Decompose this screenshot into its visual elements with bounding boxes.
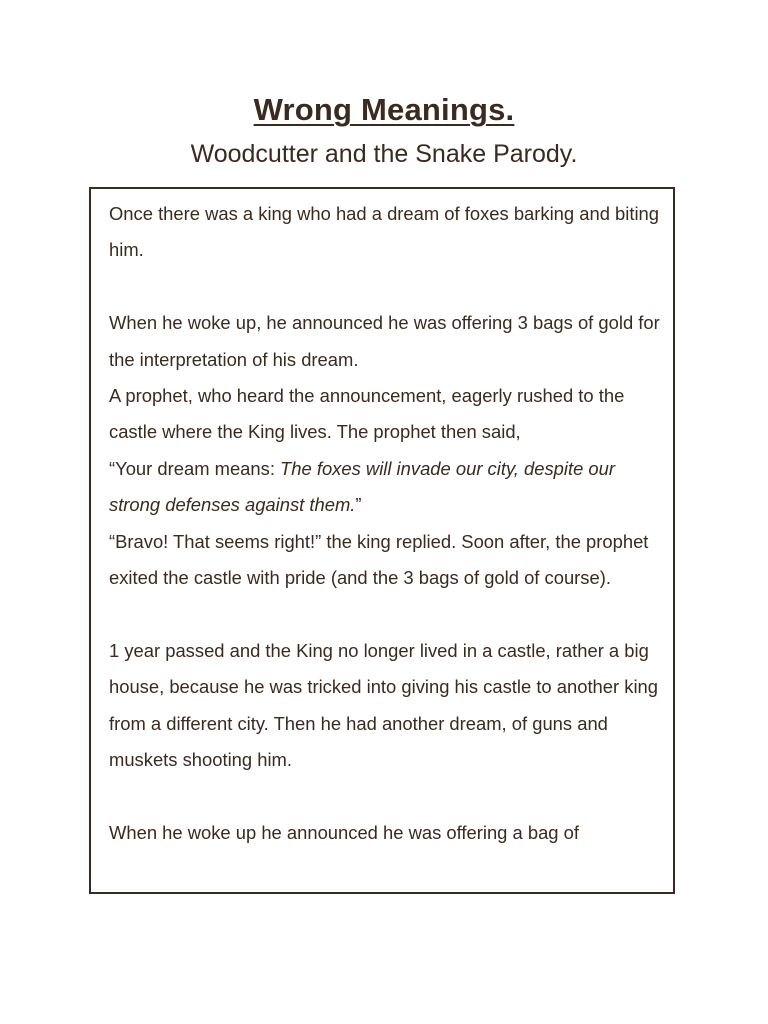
document-title: Wrong Meanings.	[253, 92, 515, 127]
story-paragraph-7: When he woke up he announced he was offering a bag of	[109, 821, 579, 843]
paragraph-spacer	[109, 778, 669, 814]
story-text-box	[89, 187, 675, 894]
paragraph-spacer	[109, 269, 669, 305]
story-paragraph-5: “Bravo! That seems right!” the king replied. Soon after, the prophet exited the castle with pride (and the 3 bags of gold of course).	[109, 530, 649, 589]
quote-italic-text: The foxes will invade our city, despite our strong defenses against them.	[109, 457, 615, 516]
story-content	[109, 196, 669, 851]
story-paragraph-2: When he woke up, he announced he was offering 3 bags of gold for the interpretation of his dream.	[109, 312, 660, 370]
document-subtitle: Woodcutter and the Snake Parody.	[190, 140, 578, 168]
quote-close: ”	[355, 494, 362, 516]
story-paragraph-6: 1 year passed and the King no longer lived in a castle, rather a big house, because he was tricked into giving his castle to another king from a different city. Then he had another dream, of guns and muskets shooting him.	[109, 639, 658, 771]
story-paragraph-3: A prophet, who heard the announcement, eagerly rushed to the castle where the King lives. The prophet then said,	[109, 385, 625, 443]
story-paragraph-4	[109, 451, 669, 524]
paragraph-spacer	[109, 596, 669, 632]
quote-open: “Your dream means:	[109, 457, 281, 479]
story-paragraph-1: Once there was a king who had a dream of foxes barking and biting him.	[109, 203, 660, 261]
